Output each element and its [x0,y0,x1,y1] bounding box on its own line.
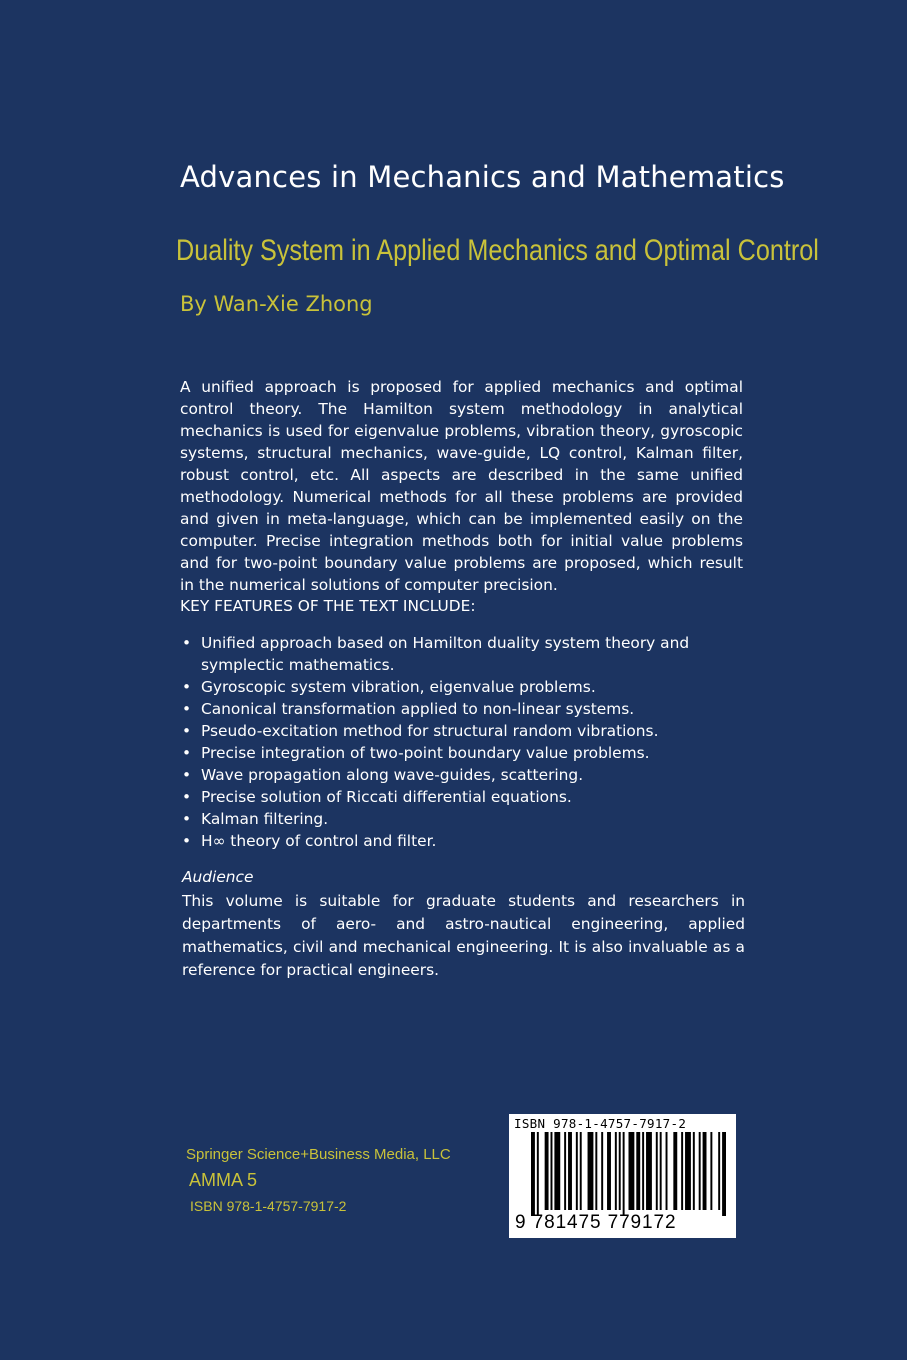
series-code: AMMA 5 [189,1170,258,1190]
bullet-icon: • [182,810,192,828]
isbn-text: ISBN 978-1-4757-7917-2 [190,1198,347,1214]
barcode-bar [681,1132,683,1210]
barcode-bar [564,1132,566,1210]
barcode-bar [615,1132,617,1210]
barcode-bar [619,1132,621,1210]
barcode-isbn-label: ISBN 978-1-4757-7917-2 [514,1116,687,1131]
barcode-bar [673,1132,677,1210]
barcode-bar [595,1132,597,1210]
barcode-bar [601,1132,603,1210]
list-item: • Precise solution of Riccati differential equations. [182,788,572,806]
barcode-bar [656,1132,658,1210]
barcode-bar [607,1132,611,1210]
bullet-icon: • [182,832,192,850]
bullet-icon: • [182,678,192,696]
barcode-bar [660,1132,662,1210]
list-item: • Wave propagation along wave-guides, scattering. [182,766,584,784]
barcode-bar [703,1132,707,1210]
barcode-bar [699,1132,701,1210]
barcode-bars [509,1130,736,1216]
barcode-bar [646,1132,652,1210]
barcode-bar [685,1132,691,1210]
bullet-icon: • [182,722,192,740]
publisher: Springer Science+Business Media, LLC [186,1146,451,1163]
barcode-bar [629,1132,635,1210]
barcode-bar [623,1132,625,1216]
barcode-number: 9 781475 779172 [515,1212,677,1233]
barcode-bar [554,1132,560,1210]
key-features-list [180,632,750,852]
barcode-bar [588,1132,594,1210]
list-item: • Unified approach based on Hamilton duality system theory and symplectic mathematics. [182,634,690,674]
barcode-bar [545,1132,549,1210]
barcode-bar [537,1132,539,1216]
barcode-bar [576,1132,578,1210]
abstract: A unified approach is proposed for applied mechanics and optimal control theory. The Hamilton system methodology in analytical mechanics is used for eigenvalue problems, vibration theory, gyroscopic systems, structural mechanics, wave-guide, LQ control, Kalman filter, robust control, etc. All aspects are described in the same unified methodology. Numerical methods for all these problems are provided and given in meta-language, which can be implemented easily on the computer. Precise integration methods both for initial value problems and for two-point boundary value problems are proposed, which result in the numerical solutions of computer precision. [180,378,743,594]
barcode-bar [693,1132,695,1210]
list-item: • Pseudo-excitation method for structural random vibrations. [182,722,659,740]
key-features-heading: KEY FEATURES OF THE TEXT INCLUDE: [180,597,476,615]
bullet-icon: • [182,700,192,718]
barcode-bar [568,1132,572,1210]
bullet-icon: • [182,788,192,806]
audience-label: Audience [182,868,254,886]
barcode-bar [710,1132,712,1210]
bullet-icon: • [182,744,192,762]
barcode-bar [718,1132,720,1210]
bullet-icon: • [182,766,192,784]
list-item: • Gyroscopic system vibration, eigenvalue problems. [182,678,596,696]
list-item: • H∞ theory of control and filter. [182,832,437,850]
list-item: • Canonical transformation applied to non-linear systems. [182,700,635,718]
barcode [509,1114,736,1238]
list-item: • Precise integration of two-point boundary value problems. [182,744,650,762]
barcode-bar [666,1132,668,1210]
barcode-bar [722,1132,726,1216]
barcode-bar [551,1132,553,1210]
author: By Wan-Xie Zhong [180,292,373,316]
list-item: • Kalman filtering. [182,810,329,828]
barcode-bar [580,1132,582,1210]
bullet-icon: • [182,634,192,652]
audience-text: This volume is suitable for graduate students and researchers in departments of aero- and astro-nautical engineering, applied mathematics, civil and mechanical engineering. It is also invaluable as a reference for practical engineers. [182,892,745,979]
barcode-bar [642,1132,644,1210]
barcode-bar [636,1132,640,1210]
series-title: Advances in Mechanics and Mathematics [180,160,785,194]
barcode-bar [531,1132,535,1216]
book-title: Duality System in Applied Mechanics and Optimal Control [176,234,819,267]
